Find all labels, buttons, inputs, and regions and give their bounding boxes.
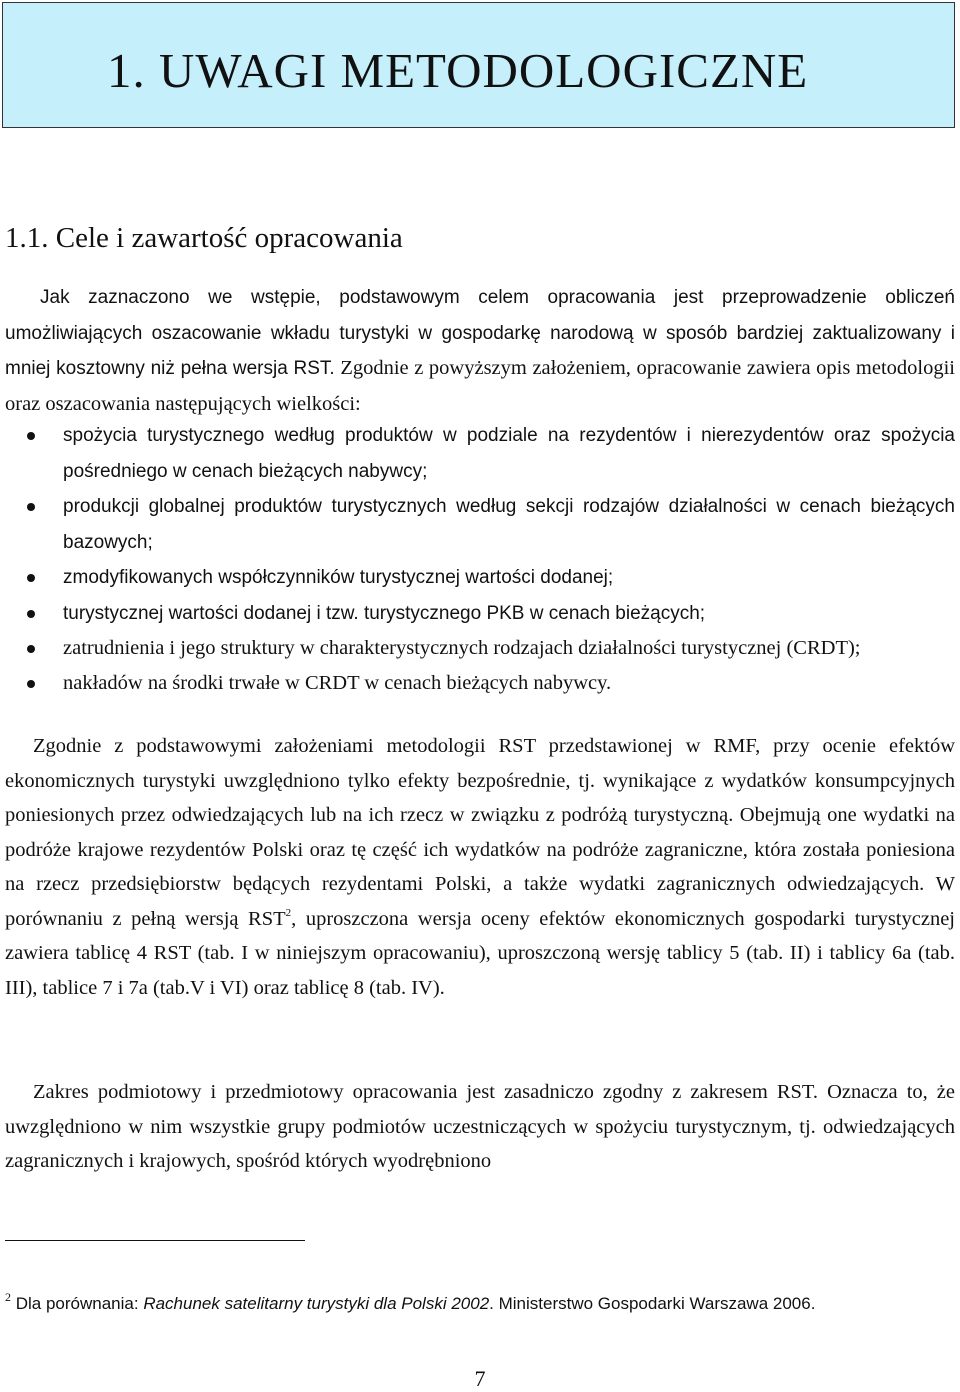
footnote-citation-title: Rachunek satelitarny turystyki dla Polski 2002 bbox=[143, 1294, 490, 1313]
list-item bbox=[5, 596, 955, 632]
methodology-paragraph bbox=[5, 729, 955, 1005]
list-item-text: nakładów na środki trwałe w CRDT w cenach bieżących nabywcy. bbox=[63, 671, 612, 694]
list-item-text: turystycznej wartości dodanej i tzw. turystycznego PKB w cenach bieżących; bbox=[63, 602, 706, 624]
chapter-header-box bbox=[2, 2, 955, 128]
bullet-icon bbox=[27, 610, 35, 618]
intro-paragraph-sans-part: Jak zaznaczono we wstępie, podstawowym celem opracowania jest przeprowadzenie obliczeń umożliwiających oszacowanie wkładu turystyki w gospodarkę narodową w sposób bardziej zaktualizowany i mniej kosztowny niż pełna wersja RST. bbox=[5, 287, 955, 379]
list-item-text: zmodyfikowanych współczynników turystycznej wartości dodanej; bbox=[63, 567, 614, 588]
page-number: 7 bbox=[474, 1366, 486, 1391]
list-item bbox=[5, 631, 955, 666]
list-item-text: spożycia turystycznego według produktów w podziale na rezydentów i nierezydentów oraz spożycia pośredniego w cenach bieżących nabywcy; bbox=[63, 425, 955, 482]
chapter-title: 1. UWAGI METODOLOGICZNE bbox=[107, 43, 809, 98]
bullet-icon bbox=[27, 503, 35, 511]
list-item-text: zatrudnienia i jego struktury w charakterystycznych rodzajach działalności turystycznej (CRDT); bbox=[63, 637, 861, 659]
bullet-icon bbox=[27, 432, 35, 440]
list-item bbox=[5, 666, 955, 701]
list-item bbox=[5, 418, 955, 489]
list-item bbox=[5, 489, 955, 560]
footnote-reference[interactable]: 2 bbox=[285, 906, 292, 919]
list-item-text: produkcji globalnej produktów turystycznych według sekcji rodzajów działalności w cenach bieżących bazowych; bbox=[63, 496, 955, 553]
methodology-paragraph-part2: , uproszczona wersja oceny efektów ekonomicznych gospodarki turystycznej zawiera tablicę 4 RST (tab. I w niniejszym opracowaniu), uproszczoną wersję tablicy 5 (tab. II) i tablicy 6a (tab. III), tablice 7 i 7a (tab.V i VI) oraz tablicę 8 (tab. IV). bbox=[5, 907, 955, 999]
footnote-marker: 2 bbox=[5, 1290, 11, 1304]
intro-paragraph bbox=[5, 280, 955, 421]
bullet-icon bbox=[27, 680, 35, 688]
bullet-icon bbox=[27, 574, 35, 582]
footnote-suffix: . Ministerstwo Gospodarki Warszawa 2006. bbox=[489, 1294, 816, 1313]
footnote-prefix: Dla porównania: bbox=[11, 1294, 144, 1313]
estimates-list bbox=[5, 418, 955, 700]
methodology-paragraph-part1: Zgodnie z podstawowymi założeniami metodologii RST przedstawionej w RMF, przy ocenie efektów ekonomicznych turystyki uwzględniono tylko efekty bezpośrednie, tj. wynikające z wydatków konsumpcyjnych poniesionych przez odwiedzających lub na ich rzecz w związku z podróżą turystyczną. Obejmują one wydatki na podróże krajowe rezydentów Polski oraz tę część ich wydatków na podróże zagraniczne, która została poniesiona na rzecz przedsiębiorstw będących rezydentami Polski, a także wydatki zagranicznych odwiedzających. W porównaniu z pełną wersją RST bbox=[5, 735, 955, 930]
scope-paragraph: Zakres podmiotowy i przedmiotowy opracowania jest zasadniczo zgodny z zakresem RST. Oznacza to, że uwzględniono w nim wszystkie grupy podmiotów uczestniczących w spożyciu turystycznym, tj. odwiedzających zagranicznych i krajowych, spośród których wyodrębniono bbox=[5, 1081, 955, 1172]
list-item bbox=[5, 560, 955, 596]
bullet-icon bbox=[27, 645, 35, 653]
intro-paragraph-serif-part: Zgodnie z powyższym założeniem, opracowanie zawiera opis metodologii oraz oszacowania następujących wielkości: bbox=[5, 357, 955, 415]
footnote-divider bbox=[5, 1240, 305, 1241]
footnote bbox=[5, 1288, 815, 1319]
section-title: 1.1. Cele i zawartość opracowania bbox=[5, 222, 403, 254]
